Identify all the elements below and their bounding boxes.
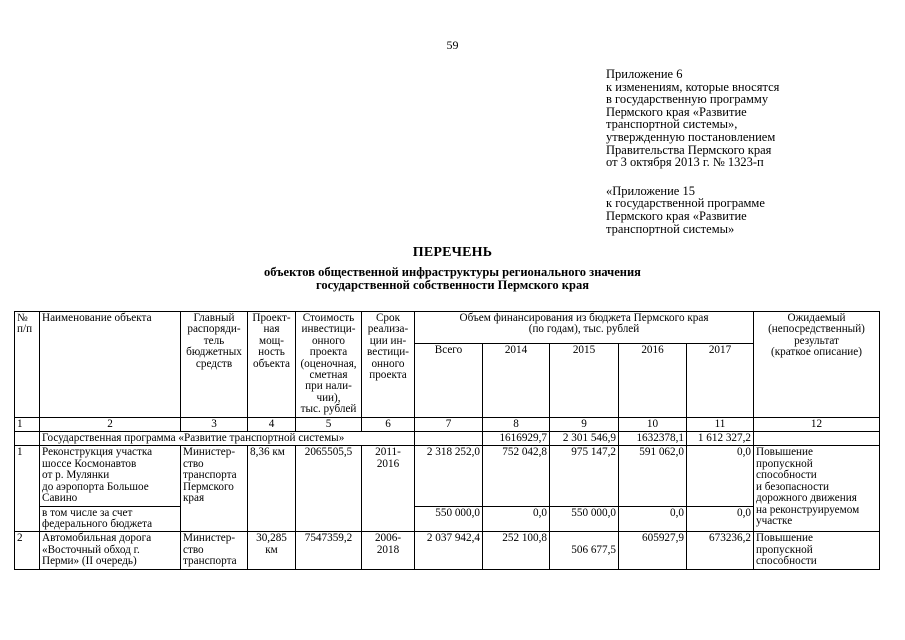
- row-result: Повышение пропускной способности: [754, 532, 880, 569]
- subrow-year: 0,0: [483, 506, 550, 532]
- program-value: 2 301 546,9: [550, 432, 619, 446]
- row-total: 2 318 252,0: [415, 446, 483, 506]
- col-number: 10: [619, 417, 687, 431]
- appendix-block: [606, 68, 898, 235]
- subtitle-line: объектов общественной инфраструктуры регионального значения: [264, 265, 641, 279]
- appendix-line: в государственную программу: [606, 92, 769, 107]
- row-year: 0,0: [687, 446, 754, 506]
- header-total: Всего: [415, 343, 483, 417]
- program-label: Государственная программа «Развитие транспортной системы»: [40, 432, 415, 446]
- row-cost: 2065505,5: [296, 446, 362, 532]
- col-number: 8: [483, 417, 550, 431]
- header-result: Ожидаемый (непосредственный) результат (краткое описание): [754, 312, 880, 418]
- program-value: 1632378,1: [619, 432, 687, 446]
- page-number: 59: [446, 38, 459, 52]
- header-term: Срок реализа- ции ин- вестици- онного проекта: [362, 312, 415, 418]
- appendix-line: Правительства Пермского края: [606, 142, 772, 157]
- appendix-line: Приложение 6: [606, 67, 683, 81]
- row-term: 2011- 2016: [362, 446, 415, 532]
- appendix-line: Пермского края «Развитие: [606, 208, 747, 223]
- subrow-name: в том числе за счет федерального бюджета: [40, 506, 181, 532]
- subrow-year: 0,0: [619, 506, 687, 532]
- program-row: [15, 432, 880, 446]
- table-subrow: [15, 506, 880, 532]
- row-year: 591 062,0: [619, 446, 687, 506]
- col-number: 1: [15, 417, 40, 431]
- header-manager: Главный распоряди- тель бюджетных средств: [181, 312, 248, 418]
- program-num: [15, 432, 40, 446]
- header-year: 2015: [550, 343, 619, 417]
- header-num: № п/п: [15, 312, 40, 418]
- subrow-year: 550 000,0: [550, 506, 619, 532]
- col-number: 11: [687, 417, 754, 431]
- appendix-line: транспортной системы»,: [606, 117, 738, 132]
- col-number: 4: [248, 417, 296, 431]
- document-subtitle: [0, 266, 905, 291]
- col-number: 3: [181, 417, 248, 431]
- header-cost: Стоимость инвестици- онного проекта (оценочная, сметная при нали- чии), тыс. рублей: [296, 312, 362, 418]
- appendix-line: к изменениям, которые вносятся: [606, 79, 780, 94]
- subtitle-line: государственной собственности Пермского края: [316, 277, 589, 292]
- table-row: [15, 532, 880, 569]
- row-year: 975 147,2: [550, 446, 619, 506]
- col-number: 2: [40, 417, 181, 431]
- subrow-total: 550 000,0: [415, 506, 483, 532]
- row-name: Реконструкция участка шоссе Космонавтов от р. Мулянки до аэропорта Большое Савино: [40, 446, 181, 506]
- row-year: 605927,9: [619, 532, 687, 569]
- row-num: 1: [15, 446, 40, 532]
- row-name: Автомобильная дорога «Восточный обход г. Перми» (II очередь): [40, 532, 181, 569]
- objects-table: [14, 311, 880, 570]
- col-number: 9: [550, 417, 619, 431]
- row-year: 673236,2: [687, 532, 754, 569]
- header-capacity: Проект- ная мощ- ность объекта: [248, 312, 296, 418]
- row-cost: 7547359,2: [296, 532, 362, 569]
- col-number: 5: [296, 417, 362, 431]
- program-value: 1616929,7: [483, 432, 550, 446]
- row-capacity: 8,36 км: [248, 446, 296, 532]
- document-title: ПЕРЕЧЕНЬ: [412, 245, 493, 260]
- appendix-line: к государственной программе: [606, 196, 765, 211]
- row-year: 506 677,5: [550, 532, 619, 569]
- row-total: 2 037 942,4: [415, 532, 483, 569]
- col-number: 6: [362, 417, 415, 431]
- row-term: 2006- 2018: [362, 532, 415, 569]
- header-funding: Объем финансирования из бюджета Пермского края (по годам), тыс. рублей: [415, 312, 754, 344]
- header-name: Наименование объекта: [40, 312, 181, 418]
- appendix-line: транспортной системы»: [606, 221, 735, 236]
- header-year: 2017: [687, 343, 754, 417]
- appendix-line: от 3 октября 2013 г. № 1323-п: [606, 155, 764, 170]
- row-manager: Министер- ство транспорта: [181, 532, 248, 569]
- row-num: 2: [15, 532, 40, 569]
- header-year: 2016: [619, 343, 687, 417]
- row-year: 252 100,8: [483, 532, 550, 569]
- table-row: [15, 446, 880, 506]
- program-result: [754, 432, 880, 446]
- col-number: 12: [754, 417, 880, 431]
- appendix-line: Пермского края «Развитие: [606, 104, 747, 119]
- program-total: [415, 432, 483, 446]
- program-value: 1 612 327,2: [687, 432, 754, 446]
- table-header-row: [15, 312, 880, 344]
- subrow-year: 0,0: [687, 506, 754, 532]
- appendix-line: утвержденную постановлением: [606, 129, 776, 144]
- header-year: 2014: [483, 343, 550, 417]
- row-manager: Министер- ство транспорта Пермского края: [181, 446, 248, 532]
- row-result: Повышение пропускной способности и безопасности дорожного движения на реконструируемом участке: [754, 446, 880, 532]
- row-year: 752 042,8: [483, 446, 550, 506]
- column-number-row: [15, 417, 880, 431]
- appendix-line: «Приложение 15: [606, 183, 695, 198]
- col-number: 7: [415, 417, 483, 431]
- row-capacity: 30,285 км: [248, 532, 296, 569]
